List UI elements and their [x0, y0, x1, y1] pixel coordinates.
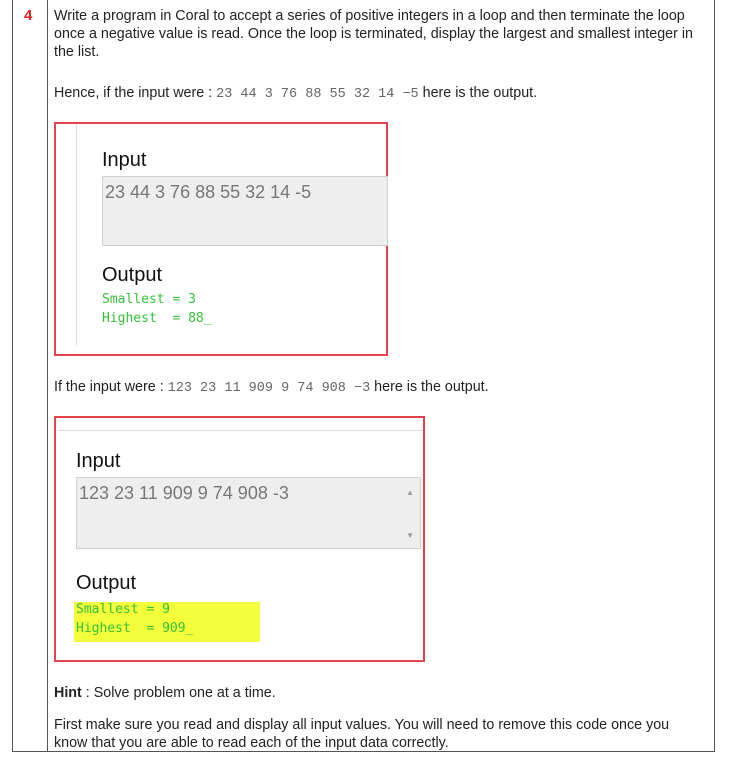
example1-input-field[interactable]: 23 44 3 76 88 55 32 14 -5 — [102, 176, 388, 246]
example2-input-label: Input — [76, 450, 121, 472]
scroll-up-arrow-icon[interactable]: ▲ — [406, 488, 414, 497]
panel-left-rule — [76, 124, 77, 346]
closing-text: First make sure you read and display all input values. You will need to remove this code once you know that you are able to read each of the input data correctly. — [54, 717, 670, 751]
example1-prefix: Hence, if the input were : — [54, 85, 217, 101]
hint — [54, 684, 704, 702]
example2-suffix: here is the output. — [370, 379, 489, 395]
example2-output-label: Output — [76, 572, 137, 594]
example1-output-label: Output — [102, 264, 163, 286]
panel-top-rule — [58, 430, 423, 431]
example1-screenshot — [54, 122, 388, 356]
example1-input-label: Input — [102, 149, 147, 171]
question-number: 4 — [24, 7, 33, 24]
example2-input-code: 123 23 11 909 9 74 908 −3 — [167, 381, 371, 396]
table-divider — [47, 0, 48, 751]
example1-input-code: 23 44 3 76 88 55 32 14 −5 — [216, 87, 419, 102]
hint-label: Hint — [54, 685, 82, 701]
example2-input-value: 123 23 11 909 9 74 908 -3 — [79, 483, 289, 503]
example2-screenshot — [54, 416, 425, 662]
example1-suffix: here is the output. — [418, 85, 538, 101]
example2-prefix: If the input were : — [54, 379, 168, 395]
scroll-down-arrow-icon[interactable]: ▼ — [406, 531, 414, 540]
example1-intro — [54, 84, 704, 104]
table-border-left — [12, 0, 13, 751]
example2-input-field[interactable] — [76, 477, 421, 549]
example2-output-console: Smallest = 9 Highest = 909_ — [76, 602, 194, 636]
question-text: Write a program in Coral to accept a series of positive integers in a loop and then terminate the loop once a negative value is read. Once the loop is terminated, display the largest and smallest integer in the list. — [54, 8, 693, 60]
example2-intro — [54, 378, 704, 398]
hint-text: : Solve problem one at a time. — [81, 685, 276, 701]
example1-output-console: Smallest = 3 Highest = 88_ — [102, 292, 212, 326]
table-border-right — [714, 0, 715, 751]
